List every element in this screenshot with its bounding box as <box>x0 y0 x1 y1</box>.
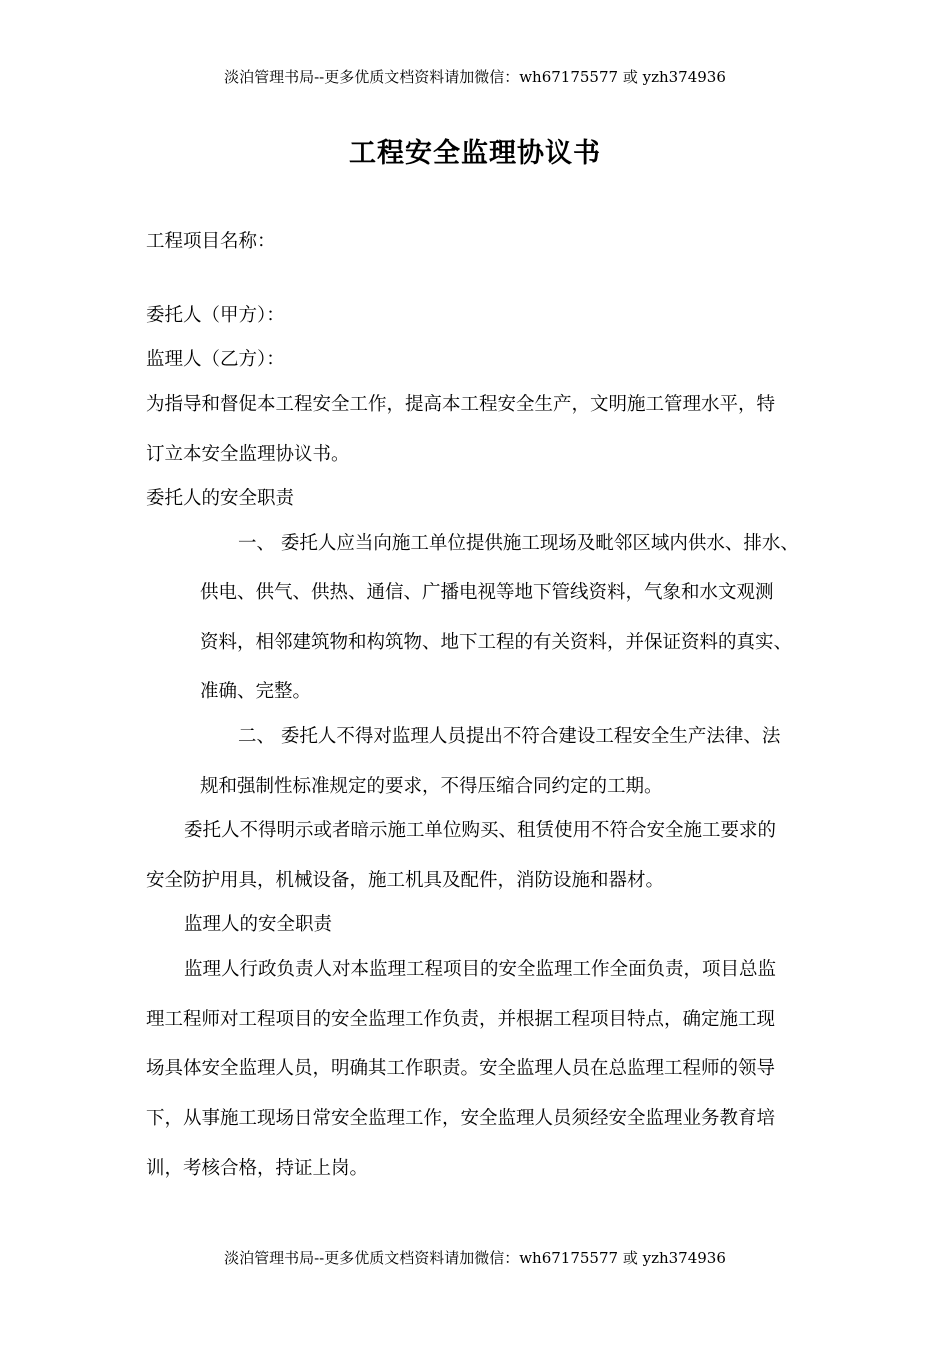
supervisor-duty-line-1: 监理人行政负责人对本监理工程项目的安全监理工作全面负责，项目总监 <box>184 959 777 980</box>
page-footer: 淡泊管理书局--更多优质文档资料请加微信：wh67175577 或 yzh374936 <box>224 1249 726 1267</box>
supervisor-duties-heading: 监理人的安全职责 <box>184 914 333 935</box>
client-duties-heading: 委托人的安全职责 <box>146 488 295 509</box>
client-duty-1-line-3: 资料，相邻建筑物和构筑物、地下工程的有关资料，并保证资料的真实、 <box>200 632 793 653</box>
intro-line-2: 订立本安全监理协议书。 <box>146 444 350 465</box>
client-duty-2-line-1: 二、 委托人不得对监理人员提出不符合建设工程安全生产法律、法 <box>238 726 781 747</box>
supervisor-duty-line-3: 场具体安全监理人员，明确其工作职责。安全监理人员在总监理工程师的领导 <box>146 1058 776 1079</box>
client-duty-2-line-2: 规和强制性标准规定的要求，不得压缩合同约定的工期。 <box>200 776 663 797</box>
client-duty-1-line-4: 准确、完整。 <box>200 681 312 702</box>
document-title: 工程安全监理协议书 <box>349 138 601 169</box>
supervisor-duty-line-4: 下，从事施工现场日常安全监理工作，安全监理人员须经安全监理业务教育培 <box>146 1108 776 1129</box>
client-field: 委托人（甲方）： <box>146 305 285 326</box>
supervisor-duty-line-5: 训，考核合格，持证上岗。 <box>146 1158 369 1179</box>
project-name-field: 工程项目名称： <box>146 231 276 252</box>
client-duty-3-line-2: 安全防护用具，机械设备，施工机具及配件，消防设施和器材。 <box>146 870 665 891</box>
page-header: 淡泊管理书局--更多优质文档资料请加微信：wh67175577 或 yzh374936 <box>224 68 726 86</box>
client-duty-1-line-1: 一、 委托人应当向施工单位提供施工现场及毗邻区域内供水、排水、 <box>238 533 799 554</box>
client-duty-3-line-1: 委托人不得明示或者暗示施工单位购买、租赁使用不符合安全施工要求的 <box>184 820 777 841</box>
intro-line-1: 为指导和督促本工程安全工作，提高本工程安全生产，文明施工管理水平，特 <box>146 394 776 415</box>
supervisor-duty-line-2: 理工程师对工程项目的安全监理工作负责，并根据工程项目特点，确定施工现 <box>146 1009 776 1030</box>
supervisor-field: 监理人（乙方）： <box>146 349 285 370</box>
client-duty-1-line-2: 供电、供气、供热、通信、广播电视等地下管线资料，气象和水文观测 <box>200 582 774 603</box>
